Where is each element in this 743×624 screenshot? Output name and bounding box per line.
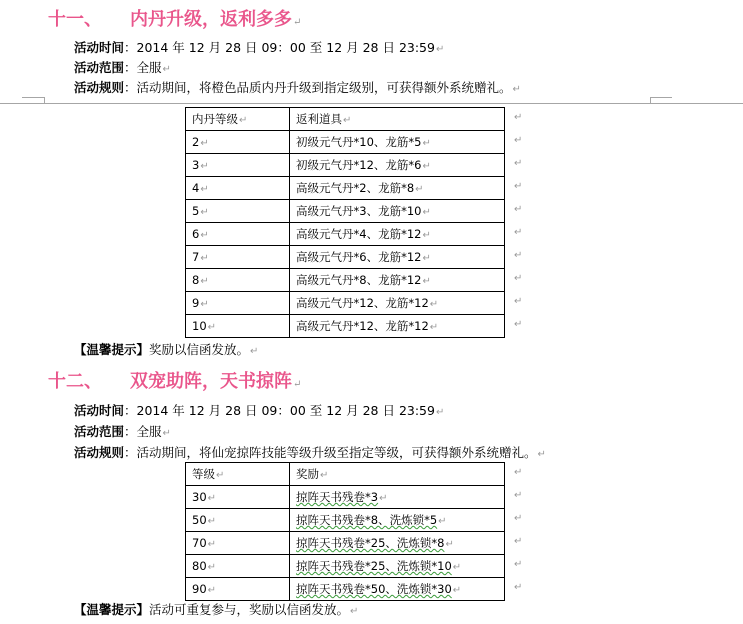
section1-rule bbox=[74, 78, 521, 96]
scope-label: 活动范围 bbox=[74, 424, 125, 439]
cell-mark-icon: ↵ bbox=[422, 207, 431, 218]
table-row bbox=[186, 555, 505, 578]
time-label: 活动时间 bbox=[74, 40, 125, 55]
cell-mark-icon: ↵ bbox=[415, 184, 424, 195]
table-cell-key: 8↵ bbox=[186, 269, 290, 292]
table-cell-key: 70↵ bbox=[186, 532, 290, 555]
cell-mark-icon: ↵ bbox=[429, 299, 439, 310]
cell-mark-icon: ↵ bbox=[239, 115, 248, 126]
crop-mark-right-top bbox=[650, 97, 672, 98]
table-cell-value: 掠阵天书残卷*25、洗炼锁*8↵ bbox=[290, 532, 505, 555]
cell-mark-icon: ↵ bbox=[379, 493, 388, 504]
table-cell-key: 4↵ bbox=[186, 177, 290, 200]
section2-tip bbox=[74, 600, 358, 618]
table-row bbox=[186, 578, 505, 601]
row-end-mark-icon: ↵ bbox=[514, 513, 523, 524]
table-cell-key: 等级↵ bbox=[186, 463, 290, 486]
table-cell-key: 5↵ bbox=[186, 200, 290, 223]
table-cell-value: 高级元气丹*3、龙筋*10↵ bbox=[290, 200, 505, 223]
tip-label: 【温馨提示】 bbox=[74, 602, 150, 617]
table-cell-value: 初级元气丹*12、龙筋*6↵ bbox=[290, 154, 505, 177]
cell-mark-icon: ↵ bbox=[207, 516, 217, 527]
cell-mark-icon: ↵ bbox=[429, 322, 439, 333]
row-end-mark-icon: ↵ bbox=[514, 296, 523, 307]
rule-label: 活动规则 bbox=[74, 80, 125, 95]
scope-label: 活动范围 bbox=[74, 60, 125, 75]
paragraph-mark-icon: ↵ bbox=[293, 17, 302, 28]
table-cell-key: 50↵ bbox=[186, 509, 290, 532]
cell-mark-icon: ↵ bbox=[445, 539, 454, 550]
paragraph-mark-icon: ↵ bbox=[162, 428, 171, 439]
section1-table bbox=[185, 107, 505, 338]
row-end-mark-icon: ↵ bbox=[514, 250, 523, 261]
paragraph-mark-icon: ↵ bbox=[293, 379, 302, 390]
table-cell-key: 内丹等级↵ bbox=[186, 108, 290, 131]
section2-scope bbox=[74, 422, 171, 440]
table-cell-value: 奖励↵ bbox=[290, 463, 505, 486]
paragraph-mark-icon: ↵ bbox=[435, 44, 445, 55]
paragraph-mark-icon: ↵ bbox=[537, 449, 546, 460]
rule-value: ：活动期间，将仙宠掠阵技能等级升级至指定等级，可获得额外系统赠礼。 bbox=[124, 445, 537, 460]
section1-number: 十一、 bbox=[48, 9, 102, 30]
table-cell-value: 掠阵天书残卷*25、洗炼锁*10↵ bbox=[290, 555, 505, 578]
cell-mark-icon: ↵ bbox=[320, 470, 329, 481]
time-label: 活动时间 bbox=[74, 403, 125, 418]
table-cell-key: 80↵ bbox=[186, 555, 290, 578]
cell-mark-icon: ↵ bbox=[422, 230, 431, 241]
row-end-mark-icon: ↵ bbox=[514, 490, 523, 501]
row-end-mark-icon: ↵ bbox=[514, 559, 523, 570]
cell-mark-icon: ↵ bbox=[452, 562, 462, 573]
paragraph-mark-icon: ↵ bbox=[162, 64, 171, 75]
table-row bbox=[186, 223, 505, 246]
table-row bbox=[186, 154, 505, 177]
section2-number: 十二、 bbox=[48, 371, 102, 392]
cell-mark-icon: ↵ bbox=[422, 276, 431, 287]
row-end-mark-icon: ↵ bbox=[514, 158, 523, 169]
scope-value: ：全服 bbox=[124, 424, 162, 439]
cell-mark-icon: ↵ bbox=[452, 585, 462, 596]
table-cell-value: 初级元气丹*10、龙筋*5↵ bbox=[290, 131, 505, 154]
table-cell-value: 高级元气丹*12、龙筋*12↵ bbox=[290, 315, 505, 338]
rule-value: ：活动期间，将橙色品质内丹升级到指定级别，可获得额外系统赠礼。 bbox=[124, 80, 512, 95]
paragraph-mark-icon: ↵ bbox=[512, 84, 521, 95]
cell-mark-icon: ↵ bbox=[200, 207, 209, 218]
page-break-line bbox=[0, 103, 743, 104]
table-row bbox=[186, 315, 505, 338]
time-value: ：2014 年 12 月 28 日 09：00 至 12 月 28 日 23:59 bbox=[124, 403, 435, 418]
tip-value: 奖励以信函发放。 bbox=[149, 342, 250, 357]
cell-mark-icon: ↵ bbox=[200, 184, 209, 195]
row-end-mark-icon: ↵ bbox=[514, 112, 523, 123]
cell-mark-icon: ↵ bbox=[207, 562, 217, 573]
cell-mark-icon: ↵ bbox=[200, 138, 209, 149]
cell-mark-icon: ↵ bbox=[216, 470, 225, 481]
table-cell-key: 7↵ bbox=[186, 246, 290, 269]
section2-rule bbox=[74, 443, 546, 461]
table-row bbox=[186, 131, 505, 154]
table-cell-value: 掠阵天书残卷*8、洗炼锁*5↵ bbox=[290, 509, 505, 532]
table-cell-key: 2↵ bbox=[186, 131, 290, 154]
row-end-mark-icon: ↵ bbox=[514, 536, 523, 547]
table-cell-value: 高级元气丹*8、龙筋*12↵ bbox=[290, 269, 505, 292]
row-end-mark-icon: ↵ bbox=[514, 135, 523, 146]
table-row bbox=[186, 532, 505, 555]
section2-table bbox=[185, 462, 505, 601]
row-end-mark-icon: ↵ bbox=[514, 273, 523, 284]
cell-mark-icon: ↵ bbox=[200, 230, 209, 241]
table-cell-key: 9↵ bbox=[186, 292, 290, 315]
table-cell-key: 90↵ bbox=[186, 578, 290, 601]
cell-mark-icon: ↵ bbox=[207, 322, 217, 333]
tip-label: 【温馨提示】 bbox=[74, 342, 150, 357]
paragraph-mark-icon: ↵ bbox=[350, 606, 359, 617]
cell-mark-icon: ↵ bbox=[207, 493, 217, 504]
table-row bbox=[186, 486, 505, 509]
section1-tip bbox=[74, 340, 258, 358]
cell-mark-icon: ↵ bbox=[438, 516, 447, 527]
row-end-mark-icon: ↵ bbox=[514, 181, 523, 192]
row-end-mark-icon: ↵ bbox=[514, 467, 523, 478]
cell-mark-icon: ↵ bbox=[200, 161, 209, 172]
table-header-row bbox=[186, 463, 505, 486]
table-cell-key: 30↵ bbox=[186, 486, 290, 509]
table-row bbox=[186, 509, 505, 532]
cell-mark-icon: ↵ bbox=[422, 138, 431, 149]
row-end-mark-icon: ↵ bbox=[514, 582, 523, 593]
table-cell-key: 3↵ bbox=[186, 154, 290, 177]
cell-mark-icon: ↵ bbox=[200, 276, 209, 287]
tip-value: 活动可重复参与，奖励以信函发放。 bbox=[149, 602, 350, 617]
section1-time bbox=[74, 38, 444, 56]
cell-mark-icon: ↵ bbox=[422, 253, 431, 264]
cell-mark-icon: ↵ bbox=[343, 115, 352, 126]
section1-title: 内丹升级，返利多多 bbox=[130, 9, 292, 30]
cell-mark-icon: ↵ bbox=[422, 161, 431, 172]
table-cell-value: 高级元气丹*12、龙筋*12↵ bbox=[290, 292, 505, 315]
paragraph-mark-icon: ↵ bbox=[250, 346, 259, 357]
row-end-mark-icon: ↵ bbox=[514, 204, 523, 215]
section2-time bbox=[74, 401, 444, 419]
paragraph-mark-icon: ↵ bbox=[435, 407, 445, 418]
table-header-row bbox=[186, 108, 505, 131]
row-end-mark-icon: ↵ bbox=[514, 319, 523, 330]
crop-mark-left-top bbox=[22, 97, 44, 98]
table-row bbox=[186, 292, 505, 315]
cell-mark-icon: ↵ bbox=[200, 299, 209, 310]
cell-mark-icon: ↵ bbox=[207, 585, 217, 596]
table-row bbox=[186, 177, 505, 200]
table-cell-value: 高级元气丹*2、龙筋*8↵ bbox=[290, 177, 505, 200]
table-cell-key: 10↵ bbox=[186, 315, 290, 338]
table-cell-value: 掠阵天书残卷*3↵ bbox=[290, 486, 505, 509]
table-row bbox=[186, 246, 505, 269]
table-row bbox=[186, 269, 505, 292]
table-row bbox=[186, 200, 505, 223]
row-end-mark-icon: ↵ bbox=[514, 227, 523, 238]
table-cell-value: 返利道具↵ bbox=[290, 108, 505, 131]
cell-mark-icon: ↵ bbox=[200, 253, 209, 264]
cell-mark-icon: ↵ bbox=[207, 539, 217, 550]
table-cell-value: 掠阵天书残卷*50、洗炼锁*30↵ bbox=[290, 578, 505, 601]
rule-label: 活动规则 bbox=[74, 445, 125, 460]
table-cell-value: 高级元气丹*4、龙筋*12↵ bbox=[290, 223, 505, 246]
section1-heading bbox=[48, 5, 301, 31]
section2-title: 双宠助阵，天书掠阵 bbox=[130, 371, 292, 392]
scope-value: ：全服 bbox=[124, 60, 162, 75]
time-value: ：2014 年 12 月 28 日 09：00 至 12 月 28 日 23:59 bbox=[124, 40, 435, 55]
section2-heading bbox=[48, 367, 301, 393]
table-cell-key: 6↵ bbox=[186, 223, 290, 246]
section1-scope bbox=[74, 58, 171, 76]
table-cell-value: 高级元气丹*6、龙筋*12↵ bbox=[290, 246, 505, 269]
